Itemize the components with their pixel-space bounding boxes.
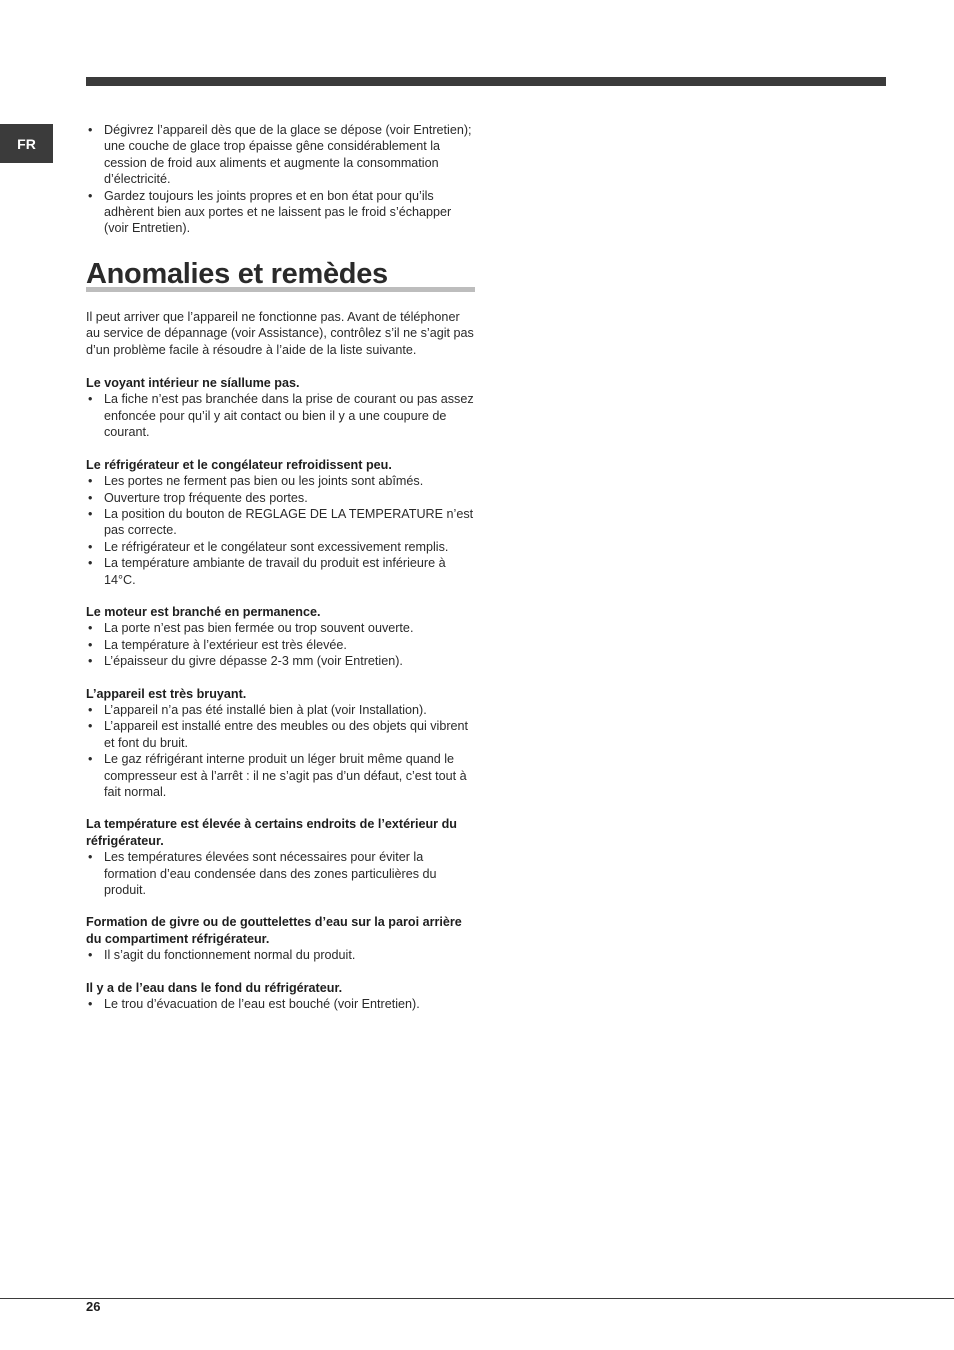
troubleshoot-section (86, 686, 476, 801)
section-heading: Le voyant intérieur ne síallume pas. (86, 376, 300, 391)
troubleshoot-section (86, 457, 476, 588)
section-heading: Formation de givre ou de gouttelettes d’eau sur la paroi arrière du compartiment réfrigérateur. (86, 915, 462, 946)
section-heading: L’appareil est très bruyant. (86, 686, 247, 701)
list-item: • La porte n’est pas bien fermée ou trop souvent ouverte. (86, 620, 476, 636)
troubleshoot-section (86, 980, 476, 1013)
troubleshoot-section (86, 375, 476, 441)
page-title: Anomalies et remèdes (86, 257, 388, 290)
section-list (86, 473, 476, 588)
list-item: • La fiche n’est pas branchée dans la prise de courant ou pas assez enfoncée pour qu’il y ait contact ou bien il y a une coupure de courant. (86, 391, 476, 440)
section-heading: Le moteur est branché en permanence. (86, 604, 321, 619)
section-heading: La température est élevée à certains endroits de l’extérieur du réfrigérateur. (86, 817, 457, 848)
language-tab: FR (0, 124, 53, 163)
intro-bullet-list (86, 122, 476, 237)
list-item: • L’épaisseur du givre dépasse 2-3 mm (voir Entretien). (86, 653, 476, 669)
list-item: • Gardez toujours les joints propres et en bon état pour qu’ils adhèrent bien aux portes et ne laissent pas le froid s’échapper (voir Entretien). (86, 188, 476, 237)
troubleshoot-section (86, 604, 476, 670)
list-item: • Il s’agit du fonctionnement normal du produit. (86, 947, 476, 963)
section-list (86, 849, 476, 898)
list-item: • Les portes ne ferment pas bien ou les joints sont abîmés. (86, 473, 476, 489)
list-item: • La température à l’extérieur est très élevée. (86, 637, 476, 653)
page-number: 26 (86, 1299, 101, 1314)
section-list (86, 391, 476, 440)
list-item: • Les températures élevées sont nécessaires pour éviter la formation d’eau condensée dans des zones particulières du produit. (86, 849, 476, 898)
list-item: • La position du bouton de REGLAGE DE LA TEMPERATURE n’est pas correcte. (86, 506, 476, 539)
footer-divider (0, 1298, 954, 1299)
section-title-block (86, 257, 476, 292)
main-column (86, 122, 476, 1028)
list-item: • Dégivrez l’appareil dès que de la glace se dépose (voir Entretien); une couche de glace trop épaisse gêne considérablement la cession de froid aux aliments et augmente la consommation d’électricité. (86, 122, 476, 188)
section-list (86, 947, 476, 963)
list-item: • L’appareil est installé entre des meubles ou des objets qui vibrent et font du bruit. (86, 718, 476, 751)
list-item: • Le trou d’évacuation de l’eau est bouché (voir Entretien). (86, 996, 476, 1012)
section-list (86, 702, 476, 800)
list-item: • La température ambiante de travail du produit est inférieure à 14°C. (86, 555, 476, 588)
troubleshoot-section (86, 816, 476, 898)
list-item: • Ouverture trop fréquente des portes. (86, 490, 476, 506)
list-item: • L’appareil n’a pas été installé bien à plat (voir Installation). (86, 702, 476, 718)
section-list (86, 620, 476, 669)
section-heading: Il y a de l’eau dans le fond du réfrigérateur. (86, 980, 343, 995)
list-item: • Le réfrigérateur et le congélateur sont excessivement remplis. (86, 539, 476, 555)
troubleshoot-section (86, 914, 476, 963)
header-bar (86, 77, 886, 86)
list-item: • Le gaz réfrigérant interne produit un léger bruit même quand le compresseur est à l’arrêt : il ne s’agit pas d’un défaut, c’est tout à fait normal. (86, 751, 476, 800)
section-list (86, 996, 476, 1012)
section-heading: Le réfrigérateur et le congélateur refroidissent peu. (86, 457, 392, 472)
intro-paragraph: Il peut arriver que l’appareil ne fonctionne pas. Avant de téléphoner au service de dépannage (voir Assistance), contrôlez s’il ne s’agit pas d’un problème facile à résoudre à l’aide de la liste suivante. (86, 309, 474, 357)
